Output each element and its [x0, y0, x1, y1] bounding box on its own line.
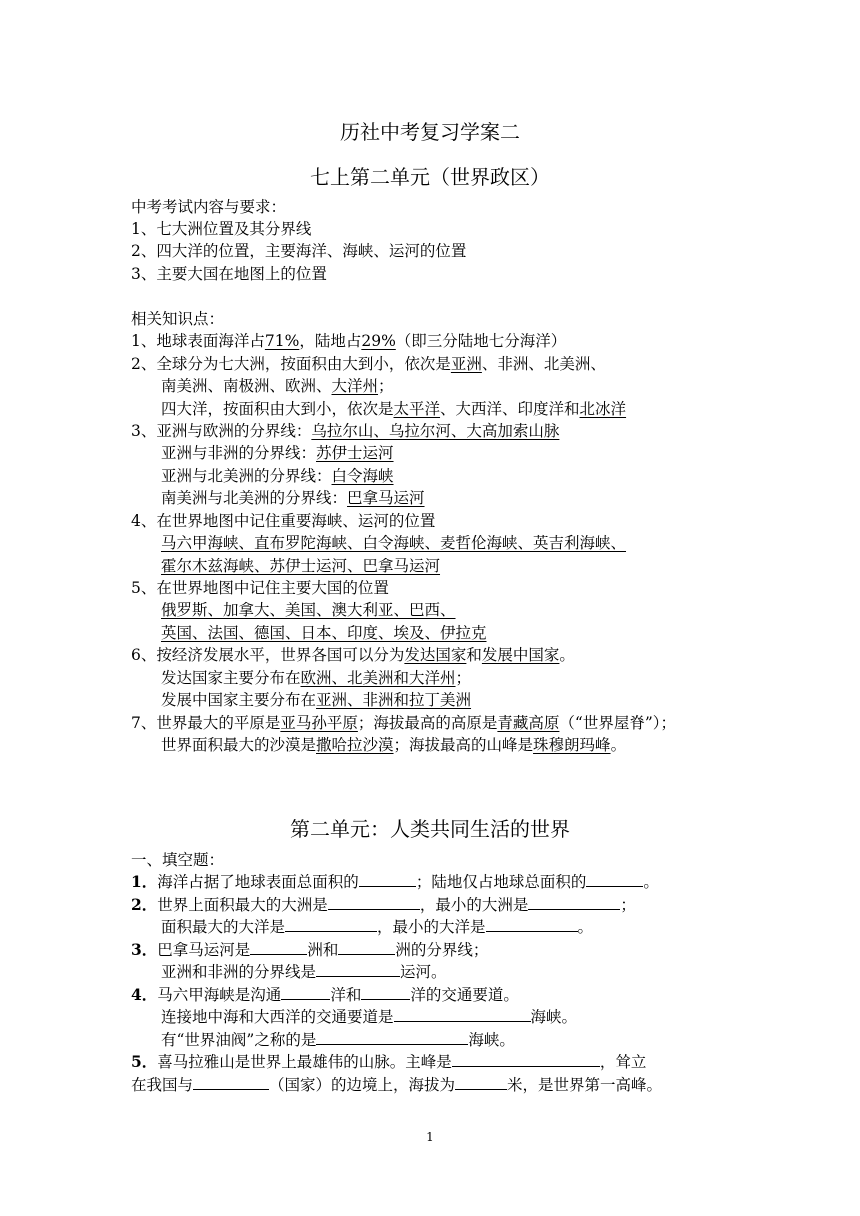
exercise-question: 2．世界上面积最大的大洲是 ，最小的大洲是 ； — [131, 895, 636, 914]
exercise-question: 5．喜马拉雅山是世界上最雄伟的山脉。主峰是 ，耸立 — [131, 1052, 647, 1071]
requirement-item: 1、七大洲位置及其分界线 — [131, 220, 312, 238]
fill-blank[interactable] — [452, 1051, 600, 1067]
knowledge-line: 亚洲与北美洲的分界线：白令海峡 — [161, 467, 394, 485]
exercise-question: 3．巴拿马运河是 洲和 洲的分界线； — [131, 940, 489, 959]
knowledge-line: 7、世界最大的平原是亚马孙平原；海拔最高的高原是青藏高原（“世界屋脊”）； — [131, 714, 677, 732]
knowledge-line: 南美洲与北美洲的分界线：巴拿马运河 — [161, 489, 425, 507]
requirement-item: 2、四大洋的位置，主要海洋、海峡、运河的位置 — [131, 242, 467, 260]
knowledge-line: 马六甲海峡、直布罗陀海峡、白令海峡、麦哲伦海峡、英吉利海峡、 — [161, 534, 627, 552]
knowledge-line: 英国、法国、德国、日本、印度、埃及、伊拉克 — [161, 624, 487, 642]
exercise-question: 有“世界油阀”之称的是 海峡。 — [161, 1031, 515, 1049]
knowledge-line: 四大洋，按面积由大到小，依次是太平洋、大西洋、印度洋和北冰洋 — [161, 400, 627, 418]
fill-blank[interactable] — [250, 939, 307, 955]
fill-blank[interactable] — [193, 1074, 269, 1090]
fill-blank[interactable] — [359, 871, 416, 887]
exercise-question: 在我国与 （国家）的边境上，海拔为 米，是世界第一高峰。 — [131, 1076, 663, 1094]
knowledge-line: 4、在世界地图中记住重要海峡、运河的位置 — [131, 512, 436, 530]
fill-blank[interactable] — [528, 894, 620, 910]
fill-blank[interactable] — [394, 1006, 531, 1022]
fill-blank[interactable] — [328, 894, 420, 910]
knowledge-line: 发达国家主要分布在欧洲、北美洲和大洋州； — [161, 669, 472, 687]
knowledge-line: 2、全球分为七大洲，按面积由大到小，依次是亚洲、非洲、北美洲、 — [131, 355, 606, 373]
exercise-question: 4．马六甲海峡是沟通 洋和 洋的交通要道。 — [131, 985, 519, 1004]
knowledge-line: 发展中国家主要分布在亚洲、非洲和拉丁美洲 — [161, 691, 472, 709]
fill-blank[interactable] — [455, 1074, 507, 1090]
exercise-question: 连接地中海和大西洋的交通要道是 海峡。 — [161, 1008, 578, 1026]
knowledge-line: 1、地球表面海洋占71%，陆地占29%（即三分陆地七分海洋） — [131, 332, 567, 350]
exercise-question: 1．海洋占据了地球表面总面积的 ；陆地仅占地球总面积的 。 — [131, 872, 659, 891]
exercise-question: 亚洲和非洲的分界线是 运河。 — [161, 963, 447, 981]
unit-title: 七上第二单元（世界政区） — [310, 165, 550, 189]
section-title: 第二单元：人类共同生活的世界 — [290, 817, 570, 841]
fill-blank[interactable] — [285, 916, 377, 932]
requirements-heading: 中考考试内容与要求： — [131, 198, 287, 216]
fill-blank[interactable] — [361, 984, 410, 1000]
knowledge-line: 6、按经济发展水平，世界各国可以分为发达国家和发展中国家。 — [131, 646, 575, 664]
knowledge-line: 俄罗斯、加拿大、美国、澳大利亚、巴西、 — [161, 601, 456, 619]
knowledge-line: 世界面积最大的沙漠是撒哈拉沙漠；海拔最高的山峰是珠穆朗玛峰。 — [161, 736, 627, 754]
fill-blank[interactable] — [338, 939, 395, 955]
knowledge-line: 南美洲、南极洲、欧洲、大洋州； — [161, 377, 394, 395]
knowledge-heading: 相关知识点： — [131, 310, 225, 328]
knowledge-line: 亚洲与非洲的分界线：苏伊士运河 — [161, 444, 394, 462]
doc-title: 历社中考复习学案二 — [340, 120, 520, 144]
fill-blank[interactable] — [316, 961, 400, 977]
page-number: 1 — [426, 1130, 434, 1144]
requirement-item: 3、主要大国在地图上的位置 — [131, 265, 327, 283]
exercise-heading: 一、填空题： — [131, 851, 225, 869]
fill-blank[interactable] — [316, 1029, 468, 1045]
fill-blank[interactable] — [486, 916, 578, 932]
exercise-question: 面积最大的大洋是 ，最小的大洋是 。 — [161, 918, 594, 936]
fill-blank[interactable] — [586, 871, 643, 887]
knowledge-line: 5、在世界地图中记住主要大国的位置 — [131, 579, 389, 597]
knowledge-line: 霍尔木兹海峡、苏伊士运河、巴拿马运河 — [161, 557, 441, 575]
knowledge-line: 3、亚洲与欧洲的分界线：乌拉尔山、乌拉尔河、大高加索山脉 — [131, 422, 560, 440]
fill-blank[interactable] — [281, 984, 330, 1000]
